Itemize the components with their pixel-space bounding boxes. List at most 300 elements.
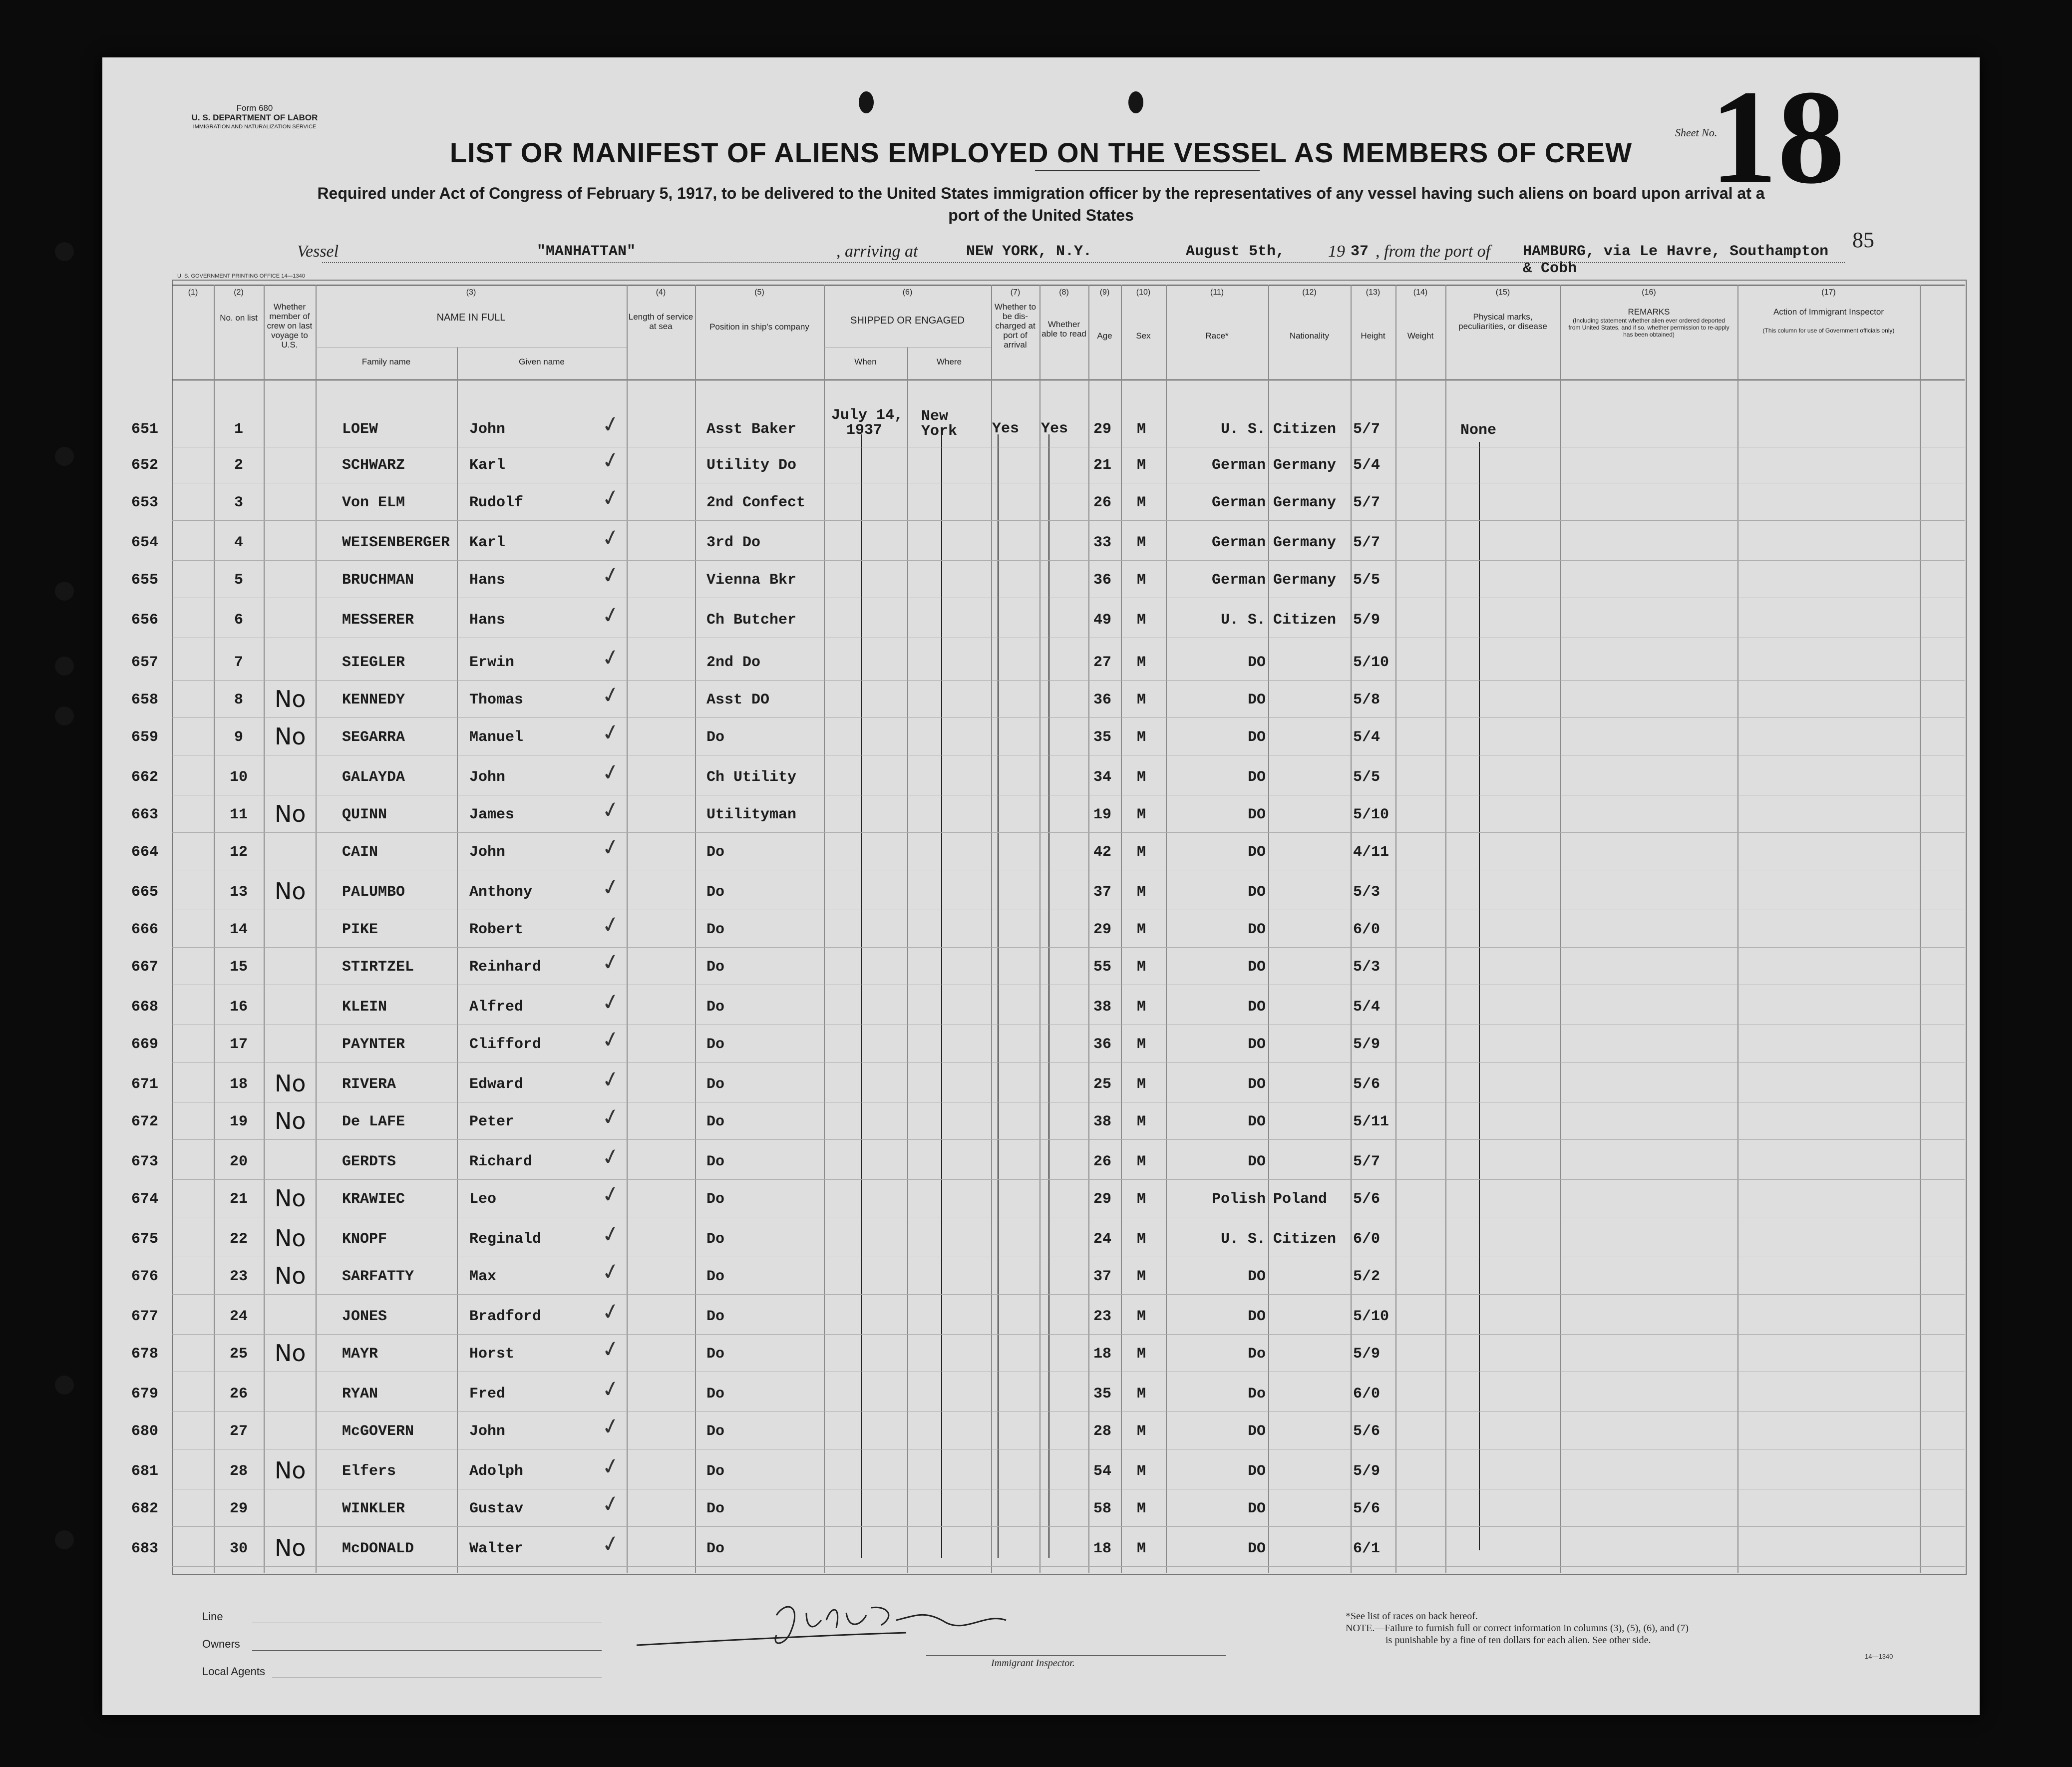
row-age: 55 xyxy=(1093,959,1112,976)
row-sex: M xyxy=(1137,1153,1146,1170)
row-number: 30 xyxy=(229,1540,248,1557)
row-sex: M xyxy=(1137,1076,1146,1093)
row-height: 5/2 xyxy=(1353,1268,1381,1285)
row-position: Do xyxy=(706,1113,725,1130)
check-mark-icon: ✓ xyxy=(599,561,623,590)
row-position: Do xyxy=(706,1500,725,1517)
row-position: Do xyxy=(706,1463,725,1480)
row-race: DO xyxy=(1247,769,1266,786)
col-num: (12) xyxy=(1302,288,1317,297)
row-age: 42 xyxy=(1093,844,1112,861)
punch-hole xyxy=(55,447,74,466)
row-margin-number: 654 xyxy=(131,534,159,551)
subheader-rule xyxy=(316,347,627,348)
row-number: 20 xyxy=(229,1153,248,1170)
row-race: DO xyxy=(1247,654,1266,671)
check-mark-icon: ✓ xyxy=(599,1257,623,1287)
check-mark-icon: ✓ xyxy=(599,1142,623,1172)
row-family-name: RIVERA xyxy=(342,1076,396,1093)
row-family-name: RYAN xyxy=(342,1386,378,1403)
row-given-name: Adolph xyxy=(469,1463,524,1480)
col-num: (17) xyxy=(1821,288,1836,297)
row-sex: M xyxy=(1137,654,1146,671)
printing-office: U. S. GOVERNMENT PRINTING OFFICE 14—1340 xyxy=(177,273,305,279)
table-frame xyxy=(172,280,1967,1575)
check-mark-icon: ✓ xyxy=(599,1297,623,1327)
row-height: 5/4 xyxy=(1353,457,1381,474)
row-height: 5/6 xyxy=(1353,1191,1381,1208)
row-nationality: Germany xyxy=(1273,457,1337,474)
row-sex: M xyxy=(1137,1231,1146,1248)
form-info xyxy=(187,103,322,132)
row-margin-number: 673 xyxy=(131,1153,159,1170)
row-height: 5/5 xyxy=(1353,769,1381,786)
row-height: 5/9 xyxy=(1353,1346,1381,1363)
row-margin-number: 658 xyxy=(131,692,159,708)
row-given-name: Bradford xyxy=(469,1308,542,1325)
row-position: Ch Utility xyxy=(706,769,797,786)
row-height: 5/6 xyxy=(1353,1076,1381,1093)
row-family-name: KENNEDY xyxy=(342,692,405,708)
row-rule xyxy=(172,1294,1965,1295)
row-age: 19 xyxy=(1093,806,1112,823)
col-divider xyxy=(1445,285,1446,1573)
row-family-name: SCHWARZ xyxy=(342,457,405,474)
department: U. S. DEPARTMENT OF LABOR xyxy=(191,113,318,122)
row-sex: M xyxy=(1137,1113,1146,1130)
row-position: Do xyxy=(706,1191,725,1208)
note-fine: NOTE.—Failure to furnish full or correct information in columns (3), (5), (6), and (7) xyxy=(1346,1623,1689,1634)
header-age: Age xyxy=(1097,331,1112,341)
row-position: Asst Baker xyxy=(706,421,797,438)
check-mark-icon: ✓ xyxy=(599,1452,623,1481)
row-given-name: Erwin xyxy=(469,654,515,671)
row-given-name: Fred xyxy=(469,1386,506,1403)
row-given-name: Rudolf xyxy=(469,494,524,511)
row-number: 26 xyxy=(229,1386,248,1403)
inspector-signature xyxy=(627,1585,1151,1665)
row-race: German xyxy=(1211,494,1266,511)
row-margin-number: 679 xyxy=(131,1386,159,1403)
row-height: 5/6 xyxy=(1353,1500,1381,1517)
service: IMMIGRATION AND NATURALIZATION SERVICE xyxy=(193,124,317,130)
row-height: 5/9 xyxy=(1353,1463,1381,1480)
row-rule xyxy=(172,1179,1965,1180)
row-race: Do xyxy=(1247,1386,1266,1403)
check-mark-icon: ✓ xyxy=(599,681,623,710)
row-race: DO xyxy=(1247,844,1266,861)
row-last-voyage: No xyxy=(275,800,306,827)
row-given-name: Gustav xyxy=(469,1500,524,1517)
row-position: Do xyxy=(706,884,725,901)
row-margin-number: 676 xyxy=(131,1268,159,1285)
row-position: Do xyxy=(706,999,725,1016)
row-rule xyxy=(172,1526,1965,1527)
row-race: DO xyxy=(1247,1153,1266,1170)
row-height: 6/0 xyxy=(1353,1386,1381,1403)
row-sex: M xyxy=(1137,959,1146,976)
col-num: (14) xyxy=(1413,288,1428,297)
row-height: 5/7 xyxy=(1353,534,1381,551)
col-divider xyxy=(1351,285,1352,1573)
header-name-in-full: NAME IN FULL xyxy=(436,312,506,323)
header-nationality: Nationality xyxy=(1289,331,1330,341)
row-margin-number: 674 xyxy=(131,1191,159,1208)
row-height: 5/8 xyxy=(1353,692,1381,708)
row-rule xyxy=(172,832,1965,833)
row-number: 7 xyxy=(234,654,243,671)
row-position: Do xyxy=(706,921,725,938)
row-last-voyage: No xyxy=(275,1534,306,1561)
row-height: 5/3 xyxy=(1353,959,1381,976)
row-height: 5/10 xyxy=(1353,806,1389,823)
row-height: 5/5 xyxy=(1353,572,1381,589)
header-height: Height xyxy=(1361,331,1385,341)
row-position: 2nd Do xyxy=(706,654,761,671)
from-label: , from the port of xyxy=(1376,242,1491,261)
row-margin-number: 667 xyxy=(131,959,159,976)
row-margin-number: 681 xyxy=(131,1463,159,1480)
col-divider xyxy=(907,347,908,1573)
check-mark-icon: ✓ xyxy=(599,718,623,747)
row-number: 1 xyxy=(234,421,243,438)
row-height: 5/10 xyxy=(1353,654,1389,671)
row-position: Utility Do xyxy=(706,457,797,474)
row-given-name: Walter xyxy=(469,1540,524,1557)
row-margin-number: 665 xyxy=(131,884,159,901)
row-given-name: Thomas xyxy=(469,692,524,708)
row-family-name: BRUCHMAN xyxy=(342,572,414,589)
footer-line-label: Line xyxy=(202,1610,223,1623)
shipped-when: July 14, xyxy=(831,407,904,424)
row-family-name: KRAWIEC xyxy=(342,1191,405,1208)
row-family-name: PALUMBO xyxy=(342,884,405,901)
row-margin-number: 656 xyxy=(131,612,159,629)
row-race: DO xyxy=(1247,1540,1266,1557)
row-given-name: Karl xyxy=(469,534,506,551)
row-margin-number: 666 xyxy=(131,921,159,938)
row-given-name: Leo xyxy=(469,1191,497,1208)
punch-hole xyxy=(55,1530,74,1549)
row-position: Do xyxy=(706,1231,725,1248)
row-margin-number: 678 xyxy=(131,1346,159,1363)
check-mark-icon: ✓ xyxy=(599,1065,623,1094)
col-num: (16) xyxy=(1642,288,1656,297)
footer-owners-label: Owners xyxy=(202,1638,240,1650)
row-nationality: Citizen xyxy=(1273,1231,1337,1248)
row-position: 2nd Confect xyxy=(706,494,806,511)
row-margin-number: 655 xyxy=(131,572,159,589)
row-age: 33 xyxy=(1093,534,1112,551)
row-given-name: Edward xyxy=(469,1076,524,1093)
row-position: Do xyxy=(706,1268,725,1285)
row-race: Do xyxy=(1247,1346,1266,1363)
header-remarks: REMARKS xyxy=(1628,307,1670,317)
row-given-name: Hans xyxy=(469,612,506,629)
row-sex: M xyxy=(1137,729,1146,746)
check-mark-icon: ✓ xyxy=(599,1489,623,1519)
row-given-name: Karl xyxy=(469,457,506,474)
row-height: 5/3 xyxy=(1353,884,1381,901)
row-family-name: KLEIN xyxy=(342,999,387,1016)
row-height: 5/4 xyxy=(1353,729,1381,746)
punch-hole xyxy=(55,242,74,261)
header-race: Race* xyxy=(1205,331,1229,341)
ditto-line-when xyxy=(861,434,862,1558)
row-rule xyxy=(172,1334,1965,1335)
row-number: 14 xyxy=(229,921,248,938)
row-margin-number: 677 xyxy=(131,1308,159,1325)
row-last-voyage: No xyxy=(275,686,306,712)
col-divider xyxy=(627,285,628,1573)
row-number: 10 xyxy=(229,769,248,786)
row-race: DO xyxy=(1247,1500,1266,1517)
col-divider xyxy=(1121,285,1122,1573)
row-age: 34 xyxy=(1093,769,1112,786)
row-margin-number: 663 xyxy=(131,806,159,823)
row-number: 5 xyxy=(234,572,243,589)
row-age: 24 xyxy=(1093,1231,1112,1248)
page-title: LIST OR MANIFEST OF ALIENS EMPLOYED ON THE VESSEL AS MEMBERS OF CREW xyxy=(449,137,1633,168)
col-num: (13) xyxy=(1366,288,1381,297)
row-family-name: JONES xyxy=(342,1308,387,1325)
vessel-label: Vessel xyxy=(297,242,339,261)
row-given-name: Peter xyxy=(469,1113,515,1130)
col-divider xyxy=(1166,285,1167,1573)
row-margin-number: 659 xyxy=(131,729,159,746)
row-last-voyage: No xyxy=(275,1340,306,1367)
row-margin-number: 683 xyxy=(131,1540,159,1557)
row-sex: M xyxy=(1137,692,1146,708)
arriving-port: NEW YORK, N.Y. xyxy=(966,243,1092,260)
subheader-rule xyxy=(824,347,991,348)
row-position: Do xyxy=(706,1308,725,1325)
row-height: 6/1 xyxy=(1353,1540,1381,1557)
row-sex: M xyxy=(1137,612,1146,629)
row-family-name: SEGARRA xyxy=(342,729,405,746)
row-sex: M xyxy=(1137,921,1146,938)
row-height: 5/6 xyxy=(1353,1423,1381,1440)
row-rule xyxy=(172,1566,1965,1567)
row-position: Asst DO xyxy=(706,692,770,708)
punch-hole xyxy=(1128,91,1143,113)
row-sex: M xyxy=(1137,1308,1146,1325)
row-race: U. S. xyxy=(1220,421,1266,438)
row-margin-number: 668 xyxy=(131,999,159,1016)
footer-agents-label: Local Agents xyxy=(202,1665,265,1678)
discharged-value: Yes xyxy=(992,420,1020,437)
row-age: 18 xyxy=(1093,1346,1112,1363)
row-margin-number: 651 xyxy=(131,421,159,438)
row-last-voyage: No xyxy=(275,1107,306,1134)
row-age: 18 xyxy=(1093,1540,1112,1557)
header-last-voyage: Whether member of crew on last voyage to U.S. xyxy=(267,302,313,350)
row-sex: M xyxy=(1137,1036,1146,1053)
row-nationality: Germany xyxy=(1273,534,1337,551)
row-number: 25 xyxy=(229,1346,248,1363)
row-sex: M xyxy=(1137,457,1146,474)
row-position: Do xyxy=(706,1386,725,1403)
check-mark-icon: ✓ xyxy=(599,523,623,553)
row-margin-number: 680 xyxy=(131,1423,159,1440)
row-given-name: Reginald xyxy=(469,1231,542,1248)
header-given-name: Given name xyxy=(519,357,565,366)
row-margin-number: 672 xyxy=(131,1113,159,1130)
row-sex: M xyxy=(1137,1268,1146,1285)
check-mark-icon: ✓ xyxy=(599,1220,623,1249)
row-position: Do xyxy=(706,1036,725,1053)
ditto-line-read xyxy=(1048,434,1049,1558)
row-family-name: Elfers xyxy=(342,1463,396,1480)
row-sex: M xyxy=(1137,1346,1146,1363)
punch-hole xyxy=(55,657,74,676)
row-race: DO xyxy=(1247,999,1266,1016)
note-races: *See list of races on back hereof. xyxy=(1346,1611,1478,1622)
col-num: (10) xyxy=(1136,288,1151,297)
header-where: Where xyxy=(936,357,962,366)
row-age: 27 xyxy=(1093,654,1112,671)
row-height: 5/7 xyxy=(1353,494,1381,511)
row-position: Do xyxy=(706,1153,725,1170)
col-num: (6) xyxy=(902,288,913,297)
row-last-voyage: No xyxy=(275,878,306,905)
header-able-to-read: Whether able to read xyxy=(1041,320,1086,339)
row-height: 6/0 xyxy=(1353,921,1381,938)
row-height: 5/9 xyxy=(1353,1036,1381,1053)
row-rule xyxy=(172,1139,1965,1140)
arrival-year: 37 xyxy=(1351,243,1369,260)
check-mark-icon: ✓ xyxy=(599,446,623,475)
col-num: (15) xyxy=(1495,288,1510,297)
col-divider xyxy=(1088,285,1089,1573)
col-divider xyxy=(1039,285,1040,1573)
row-sex: M xyxy=(1137,1423,1146,1440)
row-race: DO xyxy=(1247,729,1266,746)
row-number: 24 xyxy=(229,1308,248,1325)
col-num: (4) xyxy=(656,288,666,297)
check-mark-icon: ✓ xyxy=(599,948,623,977)
row-family-name: McDONALD xyxy=(342,1540,414,1557)
row-number: 13 xyxy=(229,884,248,901)
row-given-name: John xyxy=(469,1423,506,1440)
row-number: 11 xyxy=(229,806,248,823)
row-number: 22 xyxy=(229,1231,248,1248)
row-margin-number: 682 xyxy=(131,1500,159,1517)
row-margin-number: 671 xyxy=(131,1076,159,1093)
row-age: 38 xyxy=(1093,1113,1112,1130)
row-sex: M xyxy=(1137,999,1146,1016)
row-number: 15 xyxy=(229,959,248,976)
row-last-voyage: No xyxy=(275,1262,306,1289)
row-race: U. S. xyxy=(1220,612,1266,629)
row-given-name: Hans xyxy=(469,572,506,589)
vessel-name: "MANHATTAN" xyxy=(537,243,636,260)
check-mark-icon: ✓ xyxy=(599,1025,623,1055)
row-family-name: GERDTS xyxy=(342,1153,396,1170)
row-family-name: PAYNTER xyxy=(342,1036,405,1053)
row-race: DO xyxy=(1247,1268,1266,1285)
row-number: 16 xyxy=(229,999,248,1016)
row-family-name: McGOVERN xyxy=(342,1423,414,1440)
footer-form-code: 14—1340 xyxy=(1865,1653,1893,1660)
header-action-sub: (This column for use of Government officials only) xyxy=(1762,327,1895,334)
row-given-name: Richard xyxy=(469,1153,533,1170)
row-age: 29 xyxy=(1093,421,1112,438)
arrival-date: August 5th, xyxy=(1186,243,1285,260)
col-num: (7) xyxy=(1010,288,1021,297)
row-family-name: GALAYDA xyxy=(342,769,405,786)
physical-marks-value: None xyxy=(1460,422,1497,439)
row-age: 58 xyxy=(1093,1500,1112,1517)
header-weight: Weight xyxy=(1407,331,1434,341)
check-mark-icon: ✓ xyxy=(599,873,623,902)
header-physical-marks: Physical marks, peculiarities, or disease xyxy=(1458,312,1547,331)
punch-hole xyxy=(55,582,74,601)
col-divider xyxy=(1920,285,1921,1573)
check-mark-icon: ✓ xyxy=(599,1102,623,1132)
row-margin-number: 669 xyxy=(131,1036,159,1053)
row-position: Do xyxy=(706,1346,725,1363)
row-nationality: Citizen xyxy=(1273,612,1337,629)
col-divider xyxy=(457,347,458,1573)
row-number: 17 xyxy=(229,1036,248,1053)
row-family-name: LOEW xyxy=(342,421,378,438)
subtitle xyxy=(152,182,1930,226)
row-age: 29 xyxy=(1093,1191,1112,1208)
check-mark-icon: ✓ xyxy=(599,1335,623,1364)
punch-hole xyxy=(859,91,874,113)
form-number: Form 680 xyxy=(236,103,273,113)
manifest-page xyxy=(102,57,1980,1715)
vessel-dotted-line xyxy=(322,262,1845,263)
footer-rule xyxy=(252,1650,602,1651)
row-last-voyage: No xyxy=(275,1185,306,1212)
row-race: DO xyxy=(1247,1076,1266,1093)
col-num: (8) xyxy=(1059,288,1069,297)
row-sex: M xyxy=(1137,1191,1146,1208)
row-number: 12 xyxy=(229,844,248,861)
punch-hole xyxy=(55,1376,74,1395)
row-race: DO xyxy=(1247,1113,1266,1130)
row-race: German xyxy=(1211,534,1266,551)
row-sex: M xyxy=(1137,421,1146,438)
row-margin-number: 675 xyxy=(131,1231,159,1248)
row-height: 5/11 xyxy=(1353,1113,1389,1130)
row-sex: M xyxy=(1137,844,1146,861)
row-given-name: John xyxy=(469,844,506,861)
row-family-name: WEISENBERGER xyxy=(342,534,450,551)
row-nationality: Poland xyxy=(1273,1191,1328,1208)
row-family-name: CAIN xyxy=(342,844,378,861)
row-nationality: Germany xyxy=(1273,572,1337,589)
row-number: 9 xyxy=(234,729,243,746)
check-mark-icon: ✓ xyxy=(599,833,623,862)
row-position: 3rd Do xyxy=(706,534,761,551)
row-given-name: John xyxy=(469,421,506,438)
header-top-rule xyxy=(172,285,1965,286)
row-number: 29 xyxy=(229,1500,248,1517)
row-position: Vienna Bkr xyxy=(706,572,797,589)
row-number: 19 xyxy=(229,1113,248,1130)
row-age: 23 xyxy=(1093,1308,1112,1325)
row-position: Do xyxy=(706,959,725,976)
row-number: 28 xyxy=(229,1463,248,1480)
punch-hole xyxy=(55,707,74,725)
row-race: DO xyxy=(1247,1036,1266,1053)
col-num: (5) xyxy=(754,288,764,297)
row-race: DO xyxy=(1247,1463,1266,1480)
row-height: 5/9 xyxy=(1353,612,1381,629)
